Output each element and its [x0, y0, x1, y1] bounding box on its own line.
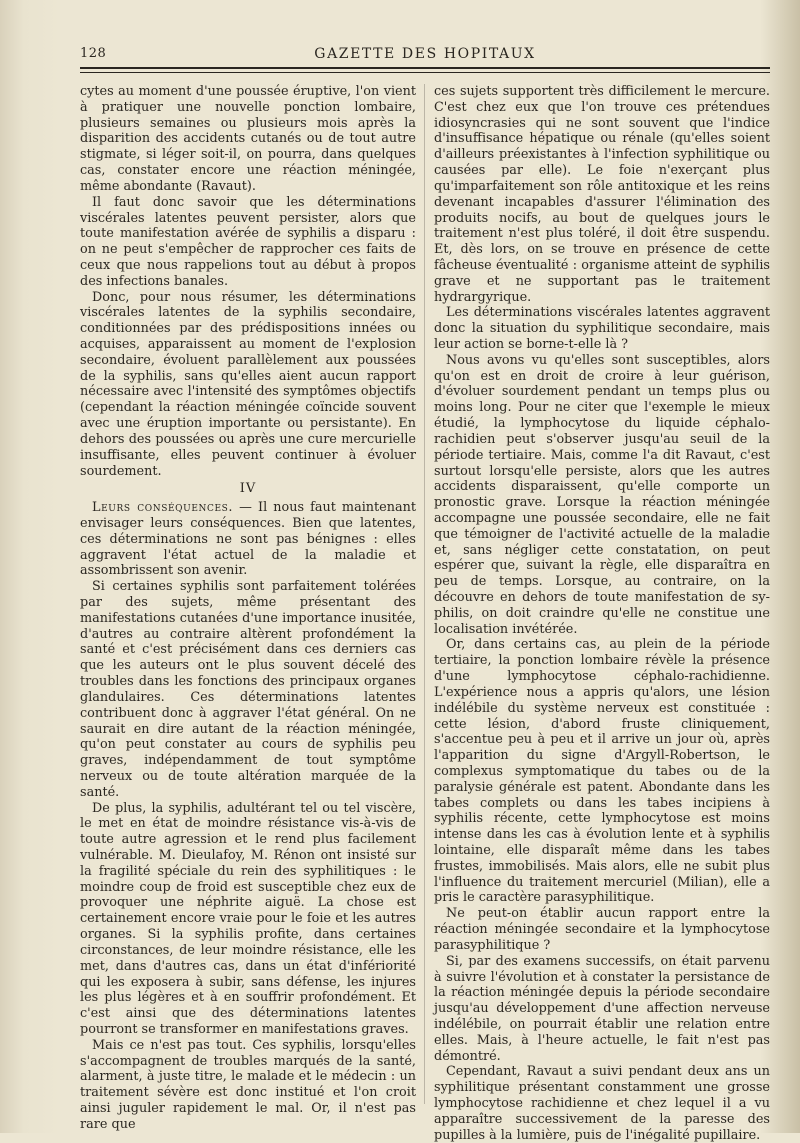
section-heading: Leurs conséquences. [92, 500, 234, 516]
paragraph: Ne peut-on établir aucun rapport entre la réaction méningée secondaire et la lymphocytose parasyphilitique ? [434, 906, 770, 953]
paragraph: Nous avons vu qu'elles sont susceptibles, alors qu'on est en droit de croire à leur guérison, d'évoluer sourdement pendant un temps plus ou moins long. Pour ne citer que l'exemple le mieux étudié, la lymphocytose du liquide céphalo-rachidien peut s'observer jusqu'au seuil de la période tertiaire. Mais, comme l'a dit Ravaut, c'est surtout lorsqu'elle persiste, alors que les autres accidents disparaissent, qu'elle comporte un pronostic grave. Lorsque la réaction méningée accompagne une poussée secondaire, elle ne fait que témoigner de l'activité actuelle de la maladie et, sans négliger cette constatation, on peut espérer que, suivant la règle, elle disparaîtra en peu de temps. Lorsque, au contraire, on la découvre en dehors de toute manifestation de sy-philis, on doit craindre qu'elle ne constitue une localisation invétérée. [434, 352, 770, 637]
section-number: IV [239, 481, 257, 497]
paragraph: Mais ce n'est pas tout. Ces syphilis, lorsqu'elles s'accompagnent de troubles marqués de la santé, alarment, à juste titre, le malade et le médecin : un traitement sévère est donc institué et l'on croit ainsi juguler rapidement le mal. Or, il n'est pas rare que [80, 1037, 416, 1132]
paragraph: Si certaines syphilis sont parfaitement tolérées par des sujets, même présentant des manifestations cutanées d'une importance inusitée, d'autres au contraire altèrent profondément la santé et c'est précisément dans ces derniers cas que les auteurs ont le plus souvent décelé des troubles dans les fonctions des principaux organes glandulaires. Ces déterminations latentes contribuent donc à aggraver l'état général. On ne saurait en dire autant de la réaction méningée, qu'on peut constater au cours de syphilis peu graves, indépendamment de tout symptôme nerveux ou de toute altération marquée de la santé. [80, 579, 416, 800]
paragraph: De plus, la syphilis, adultérant tel ou tel viscère, le met en état de moindre résistance vis-à-vis de toute autre agression et le rend plus facilement vulnérable. M. Dieulafoy, M. Rénon ont insisté sur la fragilité spéciale du rein des syphilitiques : le moindre coup de froid est susceptible chez eux de provoquer une néphrite aiguë. La chose est certainement encore vraie pour le foie et les autres organes. Si la syphilis profite, dans certaines circonstances, de leur moindre résistance, elle les met, dans d'autres cas, dans un état d'infériorité qui les exposera à subir, sans défense, les injures les plus légères et à en souffrir profondément. Et c'est ainsi que des déterminations latentes pourront se transformer en manifestations graves. [80, 800, 416, 1037]
paragraph: Or, dans certains cas, au plein de la période tertiaire, la ponction lombaire révèle la présence d'une lymphocytose céphalo-rachidienne. L'expérience nous a appris qu'alors, une lésion indélébile du système nerveux est constituée : cette lésion, d'abord fruste cliniquement, s'accentue peu à peu et il arrive un jour où, après l'apparition du signe d'Argyll-Robertson, le complexus symptomatique du tabes ou de la paralysie générale est patent. Abondante dans les tabes complets ou dans les tabes incipiens à syphilis récente, cette lymphocytose est moins intense dans les cas à évolution lente et à syphilis lointaine, elle disparaît même dans les tabes frustes, immobilisés. Mais alors, elle ne subit plus l'influence du traitement mercuriel (Milian), elle a pris le caractère parasyphilitique. [434, 637, 770, 906]
page-header [80, 44, 770, 68]
paragraph: ces sujets supportent très difficilement le mercure. C'est chez eux que l'on trouve ces prétendues idiosyncrasies qui ne sont souvent que l'indice d'insuffisance hépatique ou rénale (qu'elles soient d'ailleurs préexistantes à l'infection syphilitique ou causées par elle). Le foie n'exerçant plus qu'imparfaitement son rôle antitoxique et les reins devenant incapables d'assurer l'élimination des produits nocifs, au bout de quelques jours le traitement n'est plus toléré, il doit être suspendu. Et, dès lors, on se trouve en présence de cette fâcheuse éventualité : organisme atteint de syphilis grave et ne supportant pas le traitement hydrargyrique. [434, 84, 770, 305]
paragraph: Donc, pour nous résumer, les déterminations viscérales latentes de la syphilis secondaire, conditionnées par des prédispositions innées ou acquises, apparaissent au moment de l'explosion secondaire, évoluent parallèlement aux poussées de la syphilis, sans qu'elles aient aucun rapport nécessaire avec l'intensité des symptômes objectifs (cependant la réaction méningée coïncide souvent avec une éruption importante ou persistante). En dehors des poussées ou après une cure mercurielle insuffisante, elles peuvent continuer à évoluer sourdement. [80, 289, 416, 479]
paragraph: Si, par des examens successifs, on était parvenu à suivre l'évolution et à constater la persistance de la réaction méningée depuis la période secondaire jusqu'au développement d'une affection nerveuse indélébile, on pourrait établir une relation entre elles. Mais, à l'heure actuelle, le fait n'est pas démontré. [434, 953, 770, 1064]
paragraph-with-heading [80, 500, 416, 579]
running-title: GAZETTE DES HOPITAUX [314, 46, 536, 62]
paragraph: Les déterminations viscérales latentes aggravent donc la situation du syphilitique secondaire, mais leur action se borne-t-elle là ? [434, 305, 770, 352]
paragraph: Cependant, Ravaut a suivi pendant deux ans un syphilitique présentant constamment une grosse lymphocytose rachidienne et chez lequel il a vu apparaître successivement de la paresse des pupilles à la lumière, puis de l'inégalité pupillaire. [434, 1064, 770, 1143]
paragraph-text: — Il nous faut maintenant envisager leurs conséquences. Bien que latentes, ces déterminations ne sont pas bénignes : elles aggravent l'état actuel de la maladie et assombrissent son avenir. [80, 500, 416, 579]
header-rule-thin [80, 72, 770, 73]
left-column [80, 84, 416, 1133]
paragraph: cytes au moment d'une poussée éruptive, l'on vient à pratiquer une nouvelle ponction lombaire, plusieurs semaines ou plusieurs mois après la disparition des accidents cutanés ou de tout autre stigmate, si léger soit-il, on pourra, dans quelques cas, constater encore une réaction méningée, même abondante (Ravaut). [80, 84, 416, 194]
header-rule-thick [80, 67, 770, 69]
page-number: 128 [80, 46, 107, 61]
right-column [434, 84, 770, 1143]
paragraph: Il faut donc savoir que les déterminations viscérales latentes peuvent persister, alors que toute manifestation avérée de syphilis a disparu : on ne peut s'empêcher de rapprocher ces faits de ceux que nous rappelions tout au début à propos des infections banales. [80, 194, 416, 289]
column-divider [424, 84, 425, 1104]
